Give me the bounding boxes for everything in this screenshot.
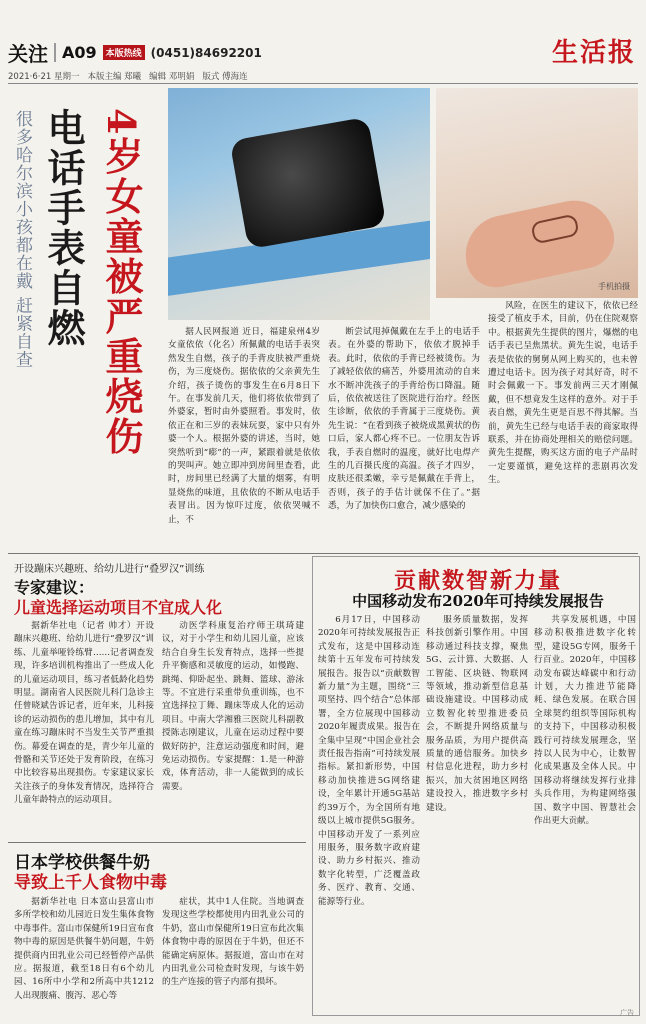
lead-headline-main: 电话手表自燃 <box>41 108 86 348</box>
issue-date: 2021·6·21 星期一 <box>8 72 80 82</box>
right-article-title: 贡献数智新力量 <box>393 568 562 594</box>
right-article-column-3 <box>534 614 636 1010</box>
chief-editor: 本版主编 郑曦 <box>87 72 142 82</box>
left-article-title-red: 儿童选择运动项目不宜成人化 <box>14 598 223 617</box>
right-article-column-3-text: 共享发展机遇，中国移动积极推进数字化转型，建设5G专网，服务千行百业。2020年，中国移动发布碳达峰碳中和行动计划，大力推进节能降耗、绿色发展。在联合国全球契约组织等国际机构的支持下，中国移动积极践行可持续发展理念，坚持以人民为中心，让数智化成果惠及全体人民。中国移动将继续发挥行业排头兵作用，为构建网络强国、数字中国、智慧社会作出更大贡献。 <box>534 615 636 827</box>
hotline-number: (0451)84692201 <box>150 45 262 60</box>
lead-column-1 <box>168 326 320 548</box>
header-rule <box>8 83 638 84</box>
burnt-hand-photo <box>436 88 638 298</box>
lead-column-2-text: 断尝试甩掉佩戴在左手上的电话手表。在外婆的帮助下，依依才脱掉手表。此时，依依的手背已经被烫伤。为了减轻依依的痛苦，外婆用流动的自来水不断冲洗孩子的手背给伤口降温。随后，依依被送往了医院进行治疗。经医生诊断，依依的手背属于三度烧伤。黄先生说：“在看到孩子被烧成黑黄状的伤口后，家人都心疼不已。一位朋友告诉我，手表自燃时的温度，就好比电焊产生的几百摄氏度的高温。孩子才四岁，皮肤还很柔嫩，幸亏是佩戴在手背上，否则，孩子的手估计就保不住了。”据悉，为了加快伤口愈合，减少感染的 <box>328 327 480 512</box>
copy-editor: 编辑 邓明娟 <box>149 72 195 82</box>
photo-tag: 手机拍摄 <box>598 282 630 291</box>
section-divider <box>8 553 638 554</box>
newspaper-logo: 生活报 <box>551 38 636 68</box>
burnt-watch-photo <box>168 88 430 320</box>
page-number: A09 <box>54 43 97 62</box>
japan-article-column-1-text: 据新华社电 日本富山县富山市多所学校和幼儿园近日发生集体食物中毒事件。富山市保健所19日宣布食物中毒的原因是供餐牛奶问题，牛奶提供商内田乳业公司已经暂停产品供应。据报道，截至18日有6个幼儿园、16所中小学和2所高中共1212人出现腹痛、腹泻、恶心等 <box>14 897 154 1001</box>
japan-article-column-2 <box>162 896 304 1018</box>
header-left <box>8 38 262 67</box>
left-divider <box>8 842 306 843</box>
hotline-badge: 本版热线 <box>103 45 145 60</box>
right-article-column-1-text: 6月17日，中国移动2020年可持续发展报告正式发布，这是中国移动连续第十五年发布可持续发展报告。报告以“贡献数智新力量”为主题，围绕“三项坚持、四个结合”总体部署，全方位展现中国移动2020年履责成果。报告在全集中呈现“中国企业社会责任报告指南”可持续发展指标。紧扣新形势，中国移动加快推进5G网络建设，全年累计开通5G基站约39万个，为全国所有地级以上城市提供5G服务。中国移动开发了一系列应用服务，服务数字政府建设、助力乡村振兴、推动数字化转型，广泛覆盖政务、医疗、教育、交通、能源等行业。 <box>318 615 420 907</box>
lead-column-1-text: 据人民网报道 近日，福建泉州4岁女童依依（化名）所佩戴的电话手表突然发生自燃，孩子的手背皮肤被严重烧伤，为三度烧伤。据依依的父亲黄先生介绍，孩子烫伤的事发生在6月8日下午。在事发前几天，他们将依依带到了外婆家，暂时由外婆照看。事发时，依依正在和三岁的表妹玩耍，家中只有外婆一个人。根据外婆的讲述，当时，她突然听到“嘭”的一声，紧跟着就是依依的哭叫声。她立即冲到房间里查看，此时，房间里已经满了大量的烟雾，有明显烧焦的味道，且依依的不断从电话手表冒出。因为惊吓过度，依依哭喊不止，不 <box>168 327 320 525</box>
left-article-column-2 <box>162 620 304 840</box>
hand-shape <box>458 193 619 293</box>
left-article-column-1-text: 据新华社电（记者 帅才）开设蹦床兴趣班、给幼儿进行“叠罗汉”训练、儿童举哑铃练臂……记者调查发现，许多培训机构推出了一些成人化的儿童运动项目，练习者低龄化趋势明显。湖南省人民医院儿科门急诊主任曾晓斌告诉记者，近年来，儿科接诊的运动损伤的患儿增加，其中有儿童在练习蹦床时不当发生关节严重损伤。幕爱在调查的是，青少年儿童的骨骼和关节还处于发育阶段，在练习中比较容易出现损伤。专家建议家长关注孩子的身体发育情况，选择符合儿童年龄特点的运动项目。 <box>14 621 154 806</box>
right-article-subtitle: 中国移动发布2020年可持续发展报告 <box>352 592 604 610</box>
ad-credit: 广告 <box>620 1009 634 1017</box>
right-article-column-1 <box>318 614 420 1010</box>
lead-headline-red: 4岁女童被严重烧伤 <box>99 108 144 457</box>
lead-kicker: 很多哈尔滨小孩都在戴 赶紧自查 <box>12 110 32 369</box>
section-name: 关注 <box>8 42 48 66</box>
japan-article-title: 日本学校供餐牛奶 <box>14 853 150 873</box>
page-header <box>0 0 646 82</box>
right-article-column-2-text: 服务质量数据，发挥科技创新引擎作用。中国移动通过科技支撑，聚焦5G、云计算、大数据、人工智能、区块链、物联网等领域，推动新型信息基础设施建设。中国移动成立数智化转型推进委员会，不断提升网络质量与服务品质，为用户提供高质量的通信服务。加快乡村信息化进程，助力乡村振兴，加大贫困地区网络建设投入，推进数字乡村建设。 <box>426 615 528 813</box>
japan-article-title-red: 导致上千人食物中毒 <box>14 873 167 893</box>
lead-column-2 <box>328 326 480 548</box>
left-article-column-2-text: 动医学科康复治疗师王琪琦建议，对于小学生和幼儿园儿童，应该结合自身生长发育特点，选择一些提升平衡感和灵敏度的运动，如慢跑、跳绳、仰卧起坐、跳舞、篮球、游泳等。不宜进行采重带负重训练，也不宜选择拉丁舞、蹦床等成人化的运动项目。中南大学湘雅三医院儿科副教授陈志刚建议，儿童在运动过程中要做好防护，注意运动强度和时间，避免运动损伤。专家提醒：1.是一种游戏，体育活动，非一人能做到的成长需要。 <box>162 621 304 792</box>
japan-article-column-1 <box>14 896 154 1018</box>
lead-column-3-text: 风险，在医生的建议下，依依已经接受了植皮手术，目前，仍在住院观察中。根据黄先生提供的图片，爆燃的电话手表已呈焦黑状。黄先生说，电话手表是依依的舅舅从网上购买的，也未曾遭过电话卡。因为孩子对其好奇，时不时会佩戴一下。事发前两三天才刚佩戴，但不想竟发生这样的意外。对于手表自燃，黄先生更是百思不得其解。当前，黄先生已经与电话手表的商家取得联系，并在协商处理相关的赔偿问题。黄先生提醒，购买这方面的电子产品时一定要谨慎，避免这样的悲剧再次发生。 <box>488 301 638 486</box>
right-article-column-2 <box>426 614 528 1010</box>
japan-article-column-2-text: 症状，其中1人住院。当地调查发现这些学校都使用内田乳业公司的牛奶，富山市保健所19日宣布此次集体食物中毒的原因在于牛奶，但还不能确定病原体。据报道，富山市在对内田乳业公司检查时发现，与该牛奶的生产连接的管子内部有损坏。 <box>162 897 304 988</box>
designer: 版式 傅海连 <box>202 72 248 82</box>
lead-column-3 <box>488 300 638 548</box>
left-article-overline: 开设蹦床兴趣班、给幼儿进行“叠罗汉”训练 <box>14 564 205 575</box>
left-article-column-1 <box>14 620 154 840</box>
left-article-title: 专家建议： <box>14 578 95 597</box>
page-meta <box>8 70 248 82</box>
